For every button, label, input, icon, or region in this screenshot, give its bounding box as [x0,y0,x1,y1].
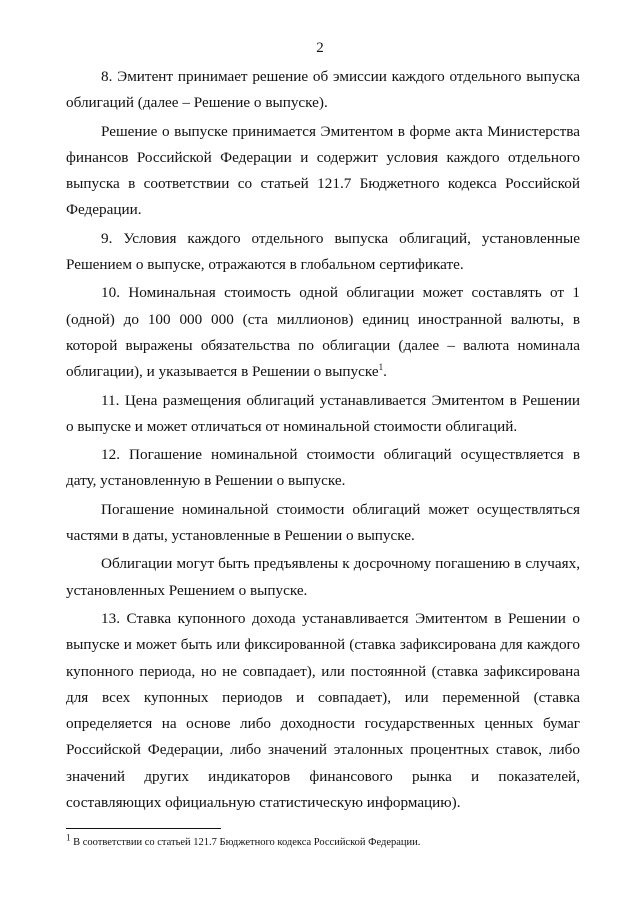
paragraph-10 [66,280,580,385]
document-body [66,64,580,818]
paragraph-12: 12. Погашение номинальной стоимости облигаций осуществляется в дату, установленную в Решении о выпуске. [66,446,580,490]
footnote-reference: 1 [378,362,384,373]
footnote [66,832,580,850]
footnote-text: В соответствии со статьей 121.7 Бюджетного кодекса Российской Федерации. [70,837,421,848]
paragraph-12-early-redemption: Облигации могут быть предъявлены к досрочному погашению в случаях, установленных Решением о выпуске. [66,555,580,599]
paragraph-13: 13. Ставка купонного дохода устанавливается Эмитентом в Решении о выпуске и может быть или фиксированной (ставка зафиксирована для каждого купонного периода, но не совпадает), или постоянной (ставка зафиксирована для всех купонных периодов и совпадает), или переменной (ставка определяется на основе либо доходности государственных ценных бумаг Российской Федерации, либо значений эталонных процентных ставок, либо значений других индикаторов финансового рынка и показателей, составляющих официальную статистическую информацию). [66,609,580,812]
paragraph-10-end: . [383,363,387,381]
page-number: 2 [316,40,324,56]
paragraph-8: 8. Эмитент принимает решение об эмиссии каждого отдельного выпуска облигаций (далее – Решение о выпуске). [66,68,580,112]
paragraph-12-partial-redemption: Погашение номинальной стоимости облигаций может осуществляться частями в даты, установленные в Решении о выпуске. [66,500,580,545]
paragraph-8-decision-form: Решение о выпуске принимается Эмитентом в форме акта Министерства финансов Российской Федерации и содержит условия каждого отдельного выпуска в соответствии со статьей 121.7 Бюджетного кодекса Российской Федерации. [66,122,580,219]
footnote-marker: 1 [66,832,71,843]
footnote-divider [66,828,221,829]
paragraph-10-text: 10. Номинальная стоимость одной облигации может составлять от 1 (одной) до 100 000 000 (ста миллионов) единиц иностранной валюты, в которой выражены обязательства по облигации (далее – валюта номинала облигации), и указывается в Решении о выпуске [66,284,580,381]
paragraph-9: 9. Условия каждого отдельного выпуска облигаций, установленные Решением о выпуске, отражаются в глобальном сертификате. [66,229,580,274]
paragraph-11: 11. Цена размещения облигаций устанавливается Эмитентом в Решении о выпуске и может отличаться от номинальной стоимости облигаций. [66,391,580,435]
